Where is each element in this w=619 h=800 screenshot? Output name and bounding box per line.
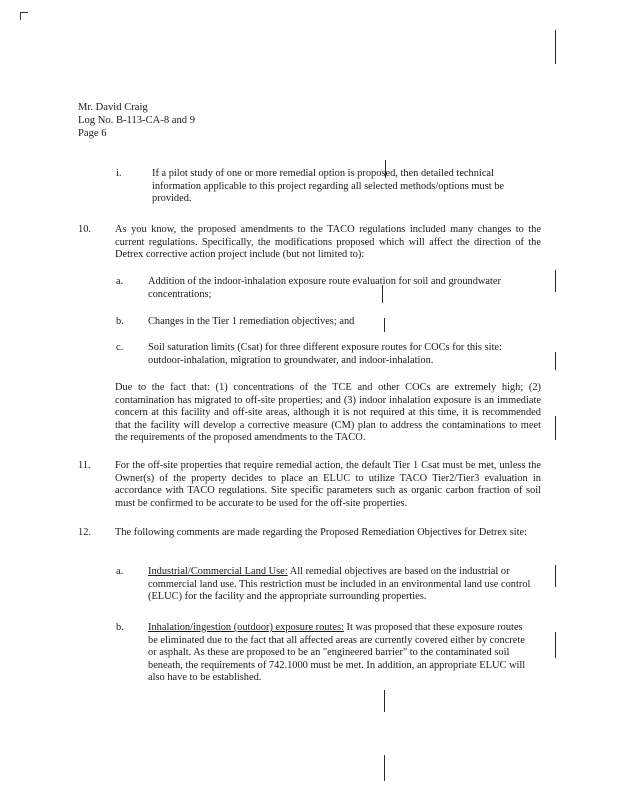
item-10b-label: b. bbox=[116, 316, 124, 327]
item-i-text: If a pilot study of one or more remedial option is proposed, then detailed technical information applicable to this project regarding all selected methods/options must be provided. bbox=[152, 168, 505, 205]
scan-mark bbox=[384, 690, 385, 712]
item-12a-label: a. bbox=[116, 566, 124, 577]
item-10-text: As you know, the proposed amendments to the TACO regulations included many changes to the current regulations. Specifically, the modifications proposed which will affect the direction of the Detrex corrective action project include (but not limited to): bbox=[115, 224, 541, 261]
scan-mark bbox=[384, 755, 385, 781]
item-10b-text: Changes in the Tier 1 remediation objectives; and bbox=[148, 316, 355, 327]
item-12a-paragraph bbox=[148, 566, 534, 604]
item-12b-title: Inhalation/ingestion (outdoor) exposure routes: bbox=[148, 622, 344, 633]
item-12-number: 12. bbox=[78, 527, 91, 538]
item-10c-text: Soil saturation limits (Csat) for three different exposure routes for COCs for this site: outdoor-inhalation, migration to groundwater, and indoor-inhalation. bbox=[148, 342, 502, 366]
scan-mark bbox=[20, 12, 21, 20]
item-11-number: 11. bbox=[78, 460, 91, 471]
item-10a-label: a. bbox=[116, 276, 124, 287]
item-12b-text: It was proposed that these exposure routes be eliminated due to the fact that all affected areas are currently covered either by concrete or asphalt. As these are proposed to be an "engineered barrier" to the contaminated soil beneath, the requirements of 742.1000 must be met. In addition, an appropriate ELUC will also have to be established. bbox=[148, 622, 526, 684]
scan-mark bbox=[555, 352, 556, 370]
item-12-text: The following comments are made regarding the Proposed Remediation Objectives for Detrex site: bbox=[115, 527, 528, 538]
item-12b-paragraph bbox=[148, 622, 534, 685]
item-i-label: i. bbox=[116, 168, 122, 179]
page-number: Page 6 bbox=[78, 128, 107, 139]
item-10-followup: Due to the fact that: (1) concentrations of the TCE and other COCs are extremely high; (2) contamination has migrated to off-site properties; and (3) indoor inhalation exposure is an immediate concern at this facility and off-site areas, although it is not required at this time, it is recommended that the facility will develop a corrective measure (CM) plan to address the contaminations to meet the requirements of the proposed amendments to the TACO. bbox=[115, 382, 541, 444]
scan-mark bbox=[20, 12, 28, 13]
item-12a-title: Industrial/Commercial Land Use: bbox=[148, 566, 288, 577]
item-12a-text: All remedial objectives are based on the industrial or commercial land use. This restriction must be included in an environmental land use control (ELUC) for the facility and the appropriate surrounding properties. bbox=[148, 566, 531, 603]
scan-mark bbox=[555, 270, 556, 292]
log-number: Log No. B-113-CA-8 and 9 bbox=[78, 115, 196, 126]
item-10-number: 10. bbox=[78, 224, 91, 235]
scan-mark bbox=[555, 632, 556, 658]
item-10c-label: c. bbox=[116, 342, 124, 353]
item-10a-text: Addition of the indoor-inhalation exposure route evaluation for soil and groundwater concentrations; bbox=[148, 276, 501, 300]
scan-mark bbox=[555, 565, 556, 587]
letter-header bbox=[78, 101, 195, 140]
recipient-name: Mr. David Craig bbox=[78, 102, 148, 113]
item-12b-label: b. bbox=[116, 622, 124, 633]
scan-mark bbox=[555, 416, 556, 440]
scan-mark bbox=[555, 30, 556, 64]
item-11-text: For the off-site properties that require remedial action, the default Tier 1 Csat must be met, unless the Owner(s) of the property decides to place an ELUC to utilize TACO Tier2/Tier3 evaluation in accordance with TACO regulations. Site specific parameters such as organic carbon fraction of soil must be confirmed to be accurate to be used for the off-site properties. bbox=[115, 460, 541, 509]
